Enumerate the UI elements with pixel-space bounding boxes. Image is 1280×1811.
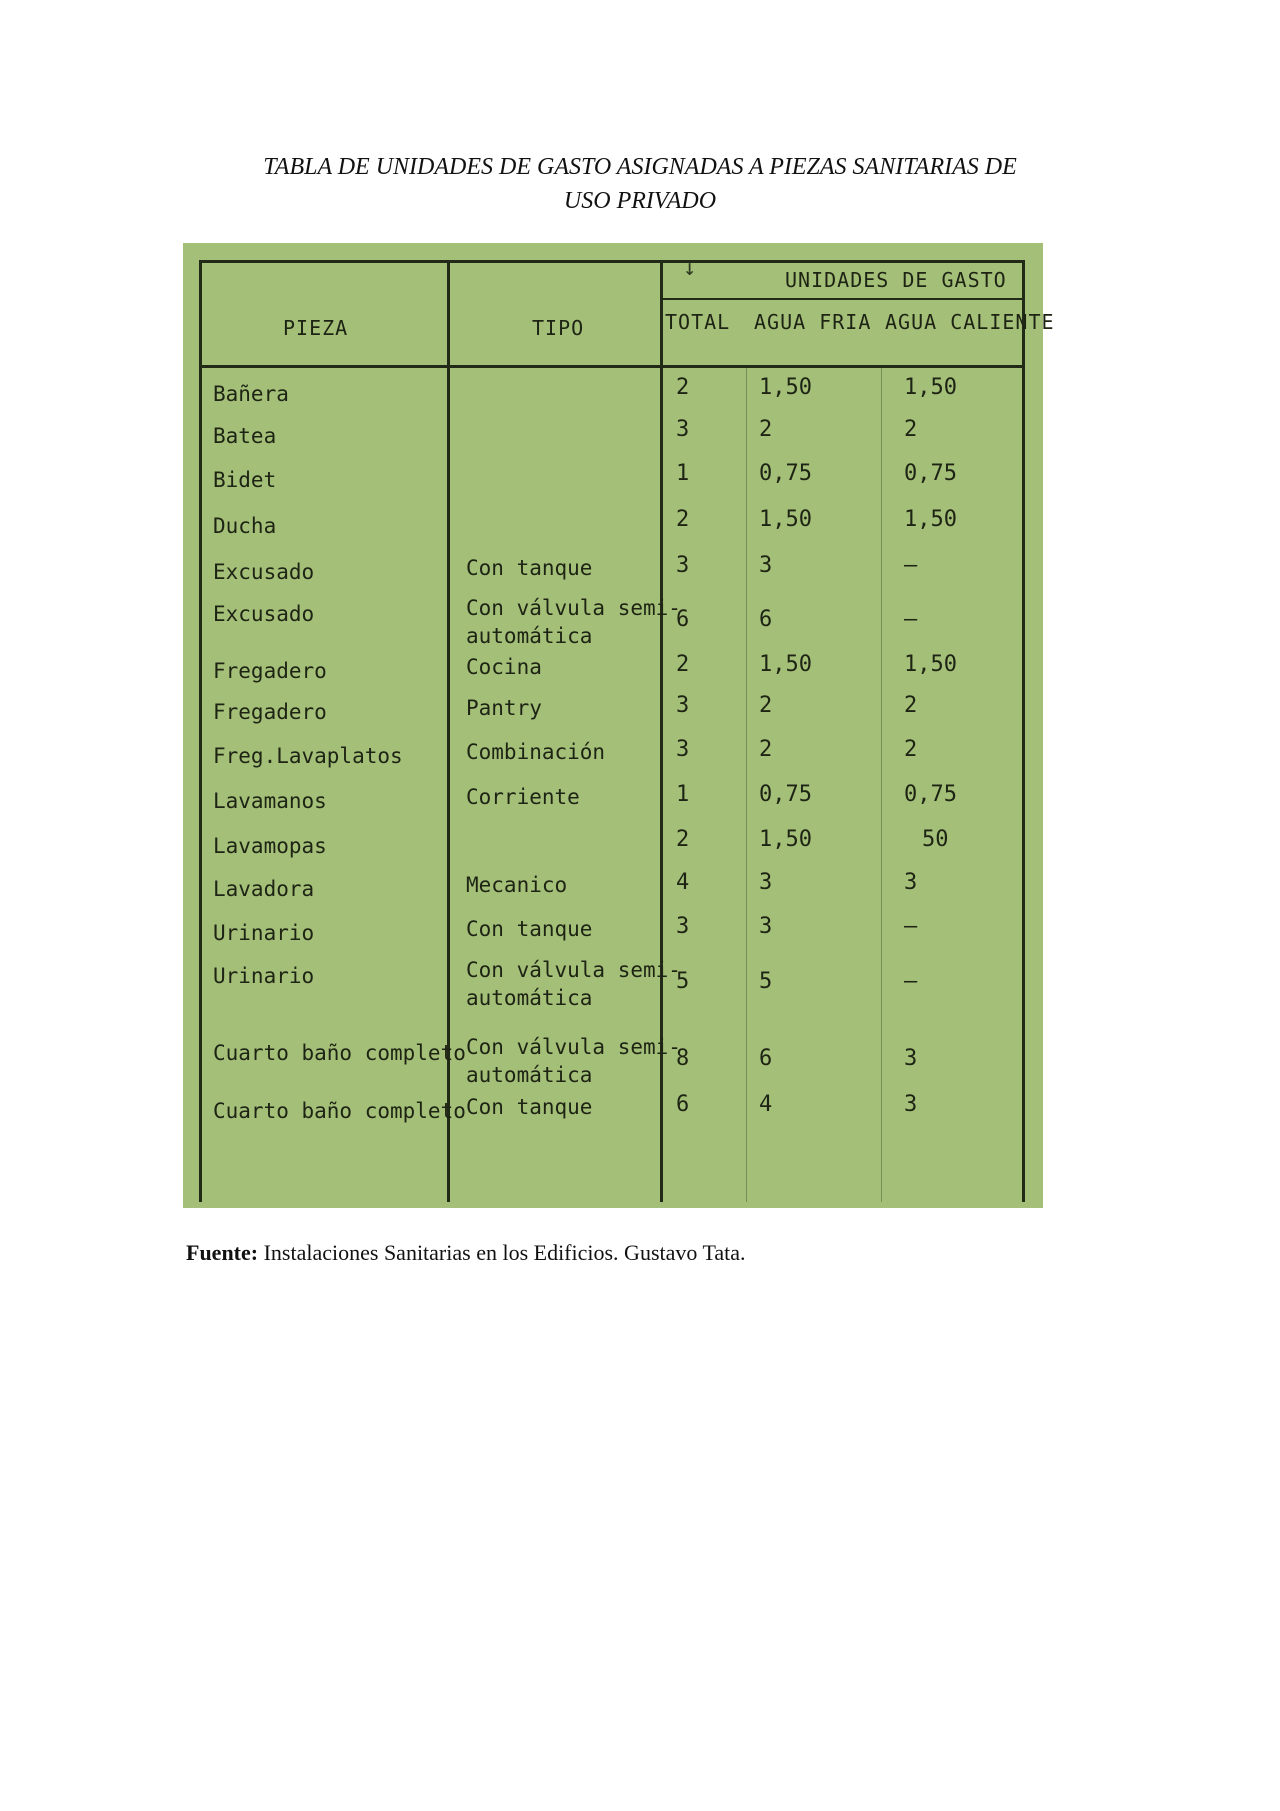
- cell-agua-fria: 1,50: [759, 827, 812, 852]
- cell-total: 2: [676, 827, 690, 852]
- cell-agua-caliente: 50: [922, 827, 949, 852]
- cell-tipo-continued: automática: [466, 986, 593, 1010]
- cell-pieza: Freg.Lavaplatos: [213, 744, 403, 768]
- cell-agua-caliente: —: [904, 607, 918, 632]
- cell-pieza: Ducha: [213, 514, 277, 538]
- cell-pieza: Excusado: [213, 602, 315, 626]
- cell-agua-fria: 2: [759, 737, 773, 762]
- cell-pieza: Cuarto baño completo: [213, 1099, 466, 1123]
- cell-agua-fria: 6: [759, 1046, 773, 1071]
- source-citation: [186, 1240, 746, 1266]
- document-title-line-1: TABLA DE UNIDADES DE GASTO ASIGNADAS A PIEZAS SANITARIAS DE: [263, 154, 1017, 180]
- cell-agua-fria: 0,75: [759, 782, 812, 807]
- cell-total: 2: [676, 375, 690, 400]
- cell-total: 5: [676, 969, 690, 994]
- cell-agua-caliente: 0,75: [904, 461, 957, 486]
- cell-agua-caliente: 2: [904, 693, 918, 718]
- cell-pieza: Urinario: [213, 921, 315, 945]
- cell-tipo: Cocina: [466, 655, 542, 679]
- source-text: Instalaciones Sanitarias en los Edificios. Gustavo Tata.: [258, 1240, 746, 1265]
- cell-pieza: Lavamanos: [213, 789, 327, 813]
- cell-total: 8: [676, 1046, 690, 1071]
- source-label: Fuente:: [186, 1240, 259, 1265]
- cell-agua-fria: 3: [759, 870, 773, 895]
- cell-agua-fria: 2: [759, 417, 773, 442]
- cell-total: 3: [676, 553, 690, 578]
- scanned-table-image: [183, 243, 1055, 1208]
- cell-agua-caliente: —: [904, 969, 918, 994]
- document-title-line-2: USO PRIVADO: [563, 188, 717, 214]
- faint-divider-fria-caliente: [881, 365, 882, 1202]
- faint-divider-total-fria: [746, 365, 747, 1202]
- cell-total: 3: [676, 693, 690, 718]
- cell-total: 6: [676, 607, 690, 632]
- cell-tipo: Con tanque: [466, 556, 593, 580]
- cell-tipo: Con tanque: [466, 1095, 593, 1119]
- cell-agua-caliente: 1,50: [904, 507, 957, 532]
- cell-agua-caliente: 1,50: [904, 652, 957, 677]
- cell-agua-fria: 1,50: [759, 507, 812, 532]
- cell-agua-caliente: —: [904, 553, 918, 578]
- cell-pieza: Cuarto baño completo: [213, 1041, 466, 1065]
- cell-pieza: Bañera: [213, 382, 289, 406]
- water-units-table: [199, 256, 1055, 1202]
- cell-pieza: Urinario: [213, 964, 315, 988]
- cell-pieza: Fregadero: [213, 659, 327, 683]
- header-bottom-rule: [199, 365, 1025, 368]
- cell-tipo: Mecanico: [466, 873, 568, 897]
- cell-tipo: Con válvula semi-: [466, 958, 681, 982]
- cell-total: 2: [676, 507, 690, 532]
- cell-agua-fria: 2: [759, 693, 773, 718]
- header-unidades-de-gasto: UNIDADES DE GASTO: [785, 268, 1007, 292]
- cell-agua-fria: 1,50: [759, 652, 812, 677]
- cell-pieza: Lavadora: [213, 877, 315, 901]
- header-tipo: TIPO: [532, 316, 585, 340]
- cell-agua-caliente: 0,75: [904, 782, 957, 807]
- cell-pieza: Batea: [213, 424, 277, 448]
- cell-tipo: Con tanque: [466, 917, 593, 941]
- header-agua-fria: AGUA FRIA: [754, 310, 872, 334]
- header-total: TOTAL: [665, 310, 731, 334]
- cell-total: 1: [676, 782, 690, 807]
- cell-agua-fria: 6: [759, 607, 773, 632]
- document-title: [190, 150, 1090, 218]
- header-agua-caliente: AGUA CALIENTE: [885, 310, 1055, 334]
- cell-pieza: Bidet: [213, 468, 277, 492]
- cell-agua-caliente: 2: [904, 417, 918, 442]
- cell-total: 3: [676, 737, 690, 762]
- cell-agua-fria: 3: [759, 553, 773, 578]
- cell-agua-fria: 4: [759, 1092, 773, 1117]
- cell-agua-caliente: 3: [904, 870, 918, 895]
- group-header-rule: [660, 298, 1025, 300]
- cell-tipo-continued: automática: [466, 1063, 593, 1087]
- cell-agua-caliente: 3: [904, 1046, 918, 1071]
- header-pieza: PIEZA: [283, 316, 349, 340]
- cell-total: 6: [676, 1092, 690, 1117]
- cell-tipo: Combinación: [466, 740, 606, 764]
- cell-pieza: Excusado: [213, 560, 315, 584]
- cell-agua-fria: 0,75: [759, 461, 812, 486]
- cell-total: 3: [676, 417, 690, 442]
- cell-tipo: Corriente: [466, 785, 580, 809]
- cell-total: 3: [676, 914, 690, 939]
- cell-agua-caliente: 1,50: [904, 375, 957, 400]
- cell-agua-caliente: 2: [904, 737, 918, 762]
- cell-total: 2: [676, 652, 690, 677]
- cell-agua-caliente: 3: [904, 1092, 918, 1117]
- cell-agua-fria: 3: [759, 914, 773, 939]
- pencil-arrow-mark: ↓: [683, 256, 697, 281]
- cell-tipo: Con válvula semi-: [466, 1035, 681, 1059]
- cell-agua-fria: 1,50: [759, 375, 812, 400]
- cell-pieza: Lavamopas: [213, 834, 327, 858]
- cell-agua-fria: 5: [759, 969, 773, 994]
- cell-total: 4: [676, 870, 690, 895]
- cell-tipo-continued: automática: [466, 624, 593, 648]
- cell-agua-caliente: —: [904, 914, 918, 939]
- cell-total: 1: [676, 461, 690, 486]
- cell-tipo: Pantry: [466, 696, 542, 720]
- cell-pieza: Fregadero: [213, 700, 327, 724]
- cell-tipo: Con válvula semi-: [466, 596, 681, 620]
